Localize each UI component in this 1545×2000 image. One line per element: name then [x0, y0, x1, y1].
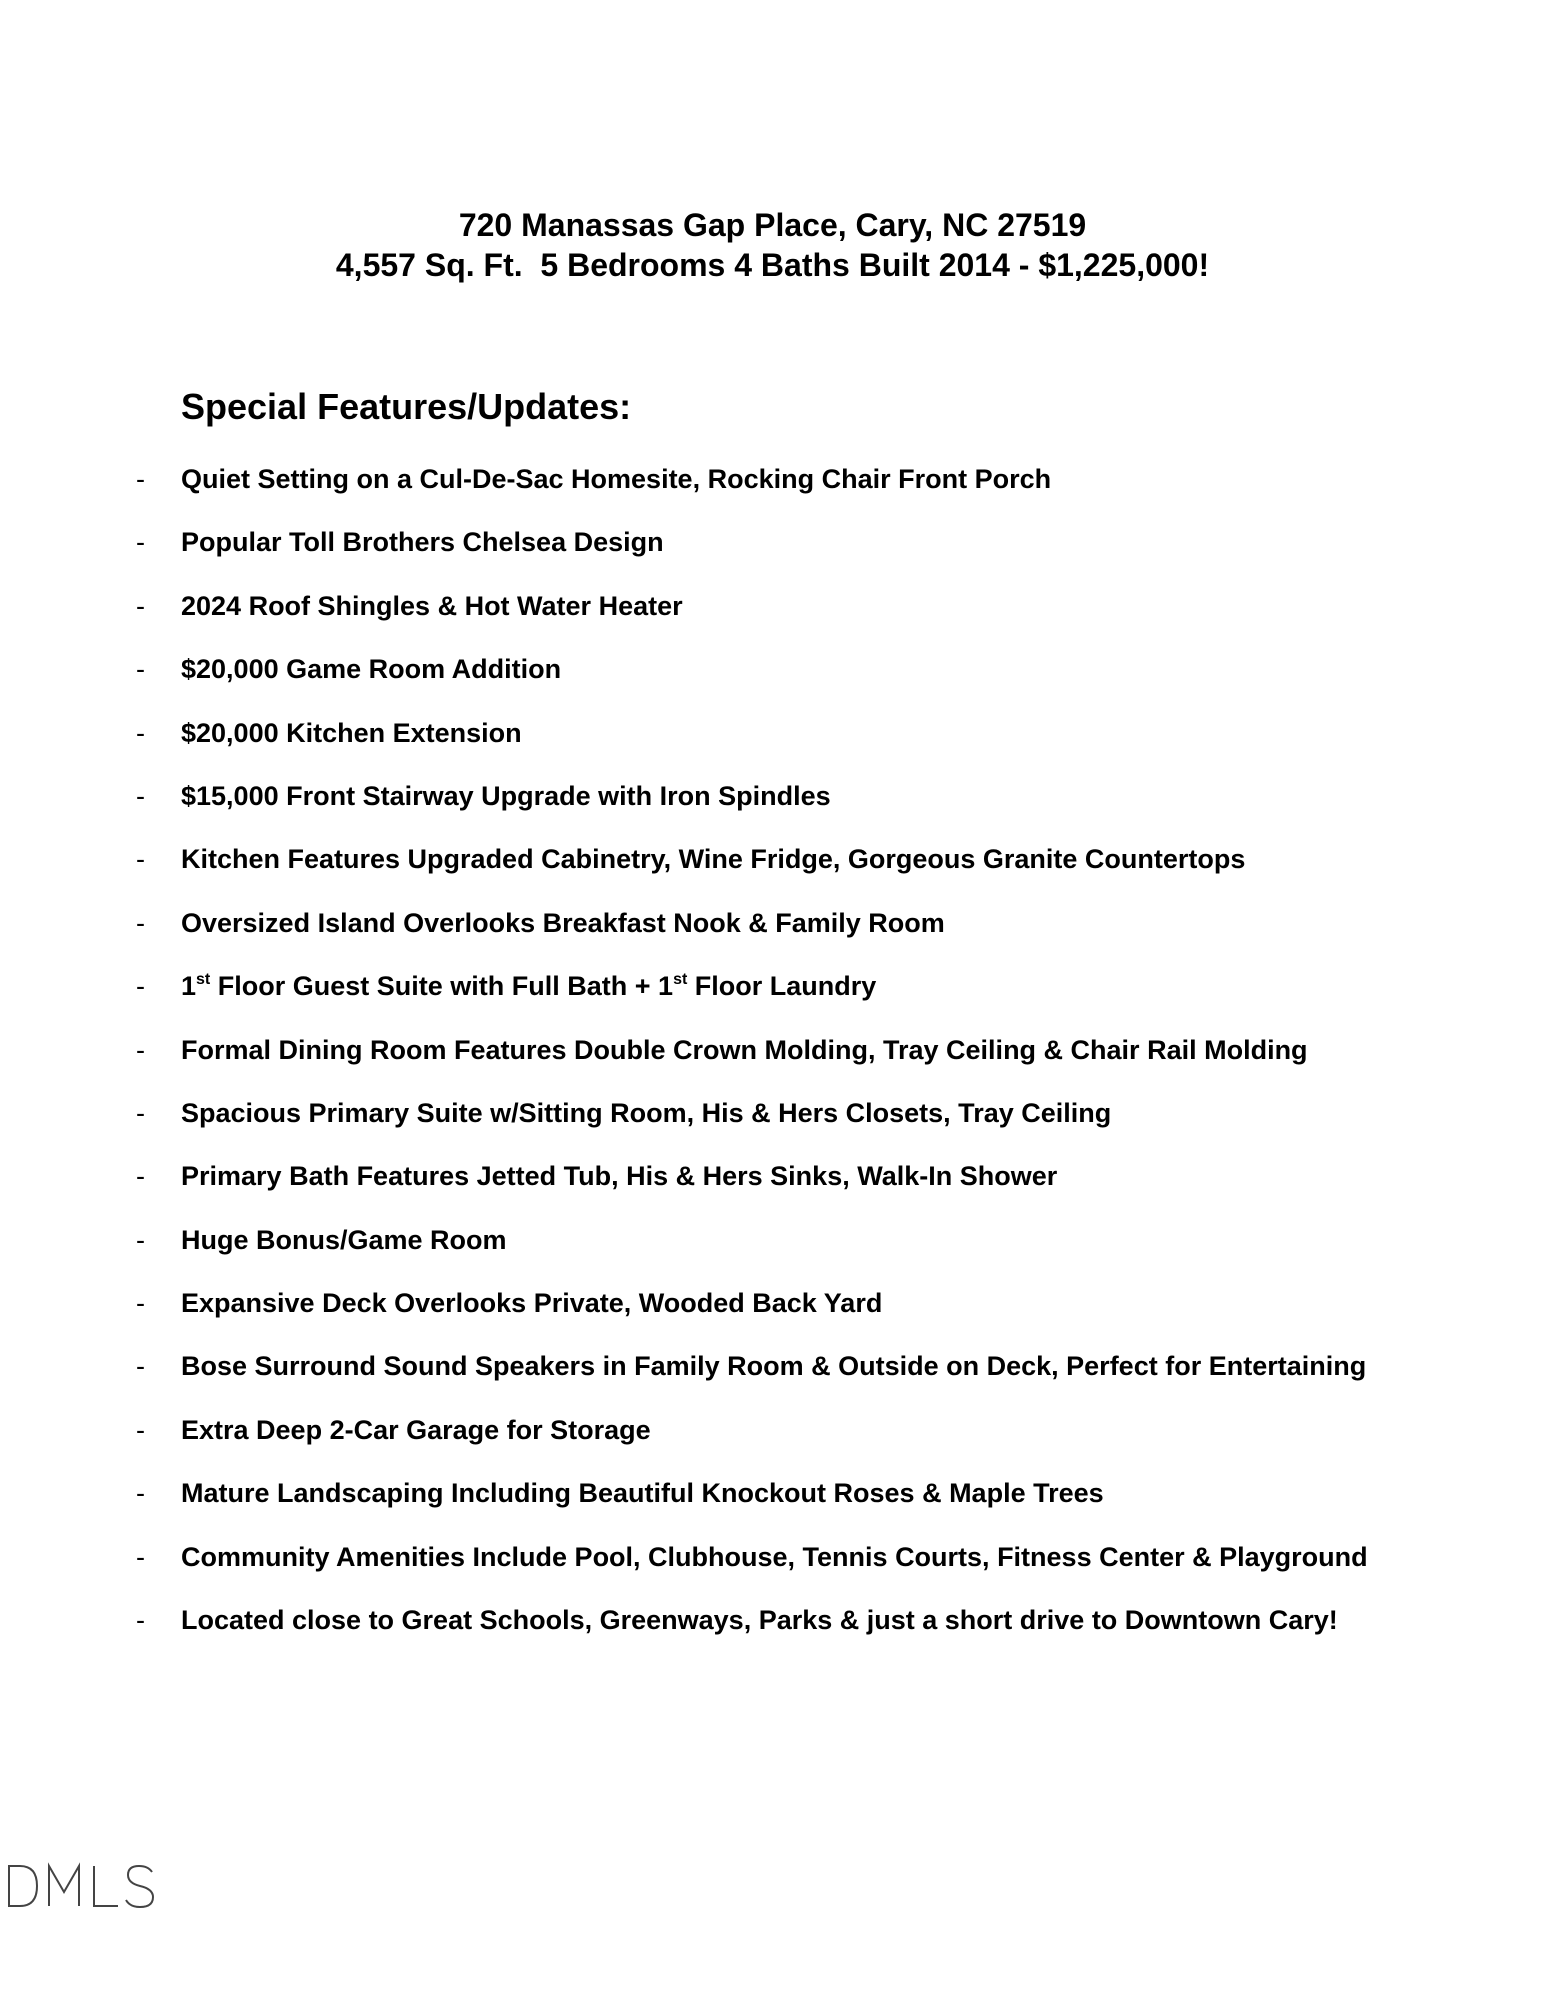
feature-text: $20,000 Kitchen Extension	[181, 717, 522, 748]
feature-text: Quiet Setting on a Cul-De-Sac Homesite, Rocking Chair Front Porch	[181, 464, 1052, 494]
feature-text: Mature Landscaping Including Beautiful Knockout Roses & Maple Trees	[181, 1478, 1104, 1509]
dmls-watermark-logo	[6, 1862, 156, 1912]
feature-text: Oversized Island Overlooks Breakfast Nook & Family Room	[181, 907, 945, 938]
feature-text: Spacious Primary Suite w/Sitting Room, His & Hers Closets, Tray Ceiling	[181, 1097, 1112, 1128]
ordinal-suffix: st	[673, 971, 688, 989]
list-item	[0, 1476, 1545, 1539]
bullet-dash: -	[136, 1605, 145, 1636]
list-item	[0, 525, 1545, 588]
list-item	[0, 589, 1545, 652]
feature-text-part: Floor Guest Suite with Full Bath + 1	[210, 971, 674, 1002]
feature-text: $15,000 Front Stairway Upgrade with Iron Spindles	[181, 780, 831, 811]
feature-text-part: Floor Laundry	[687, 971, 877, 1002]
bullet-dash: -	[136, 1097, 145, 1128]
list-item	[0, 652, 1545, 715]
bullet-dash: -	[136, 971, 145, 1002]
list-item	[0, 1349, 1545, 1412]
list-item	[0, 1413, 1545, 1476]
feature-text: Formal Dining Room Features Double Crown Molding, Tray Ceiling & Chair Rail Molding	[181, 1034, 1308, 1065]
bullet-dash: -	[136, 780, 145, 811]
feature-text: Huge Bonus/Game Room	[181, 1224, 507, 1255]
bullet-dash: -	[136, 654, 145, 685]
feature-text: Located close to Great Schools, Greenways, Parks & just a short drive to Downtown Cary!	[181, 1605, 1338, 1636]
bullet-dash: -	[136, 590, 145, 621]
list-item	[0, 1603, 1545, 1666]
bullet-dash: -	[136, 1478, 145, 1509]
section-title: Special Features/Updates:	[181, 386, 632, 427]
listing-header	[0, 205, 1545, 285]
list-item	[0, 969, 1545, 1032]
bullet-dash: -	[136, 1288, 145, 1319]
dmls-logo-icon	[6, 1862, 156, 1912]
bullet-dash: -	[136, 1161, 145, 1192]
feature-text: Kitchen Features Upgraded Cabinetry, Wine Fridge, Gorgeous Granite Countertops	[181, 844, 1246, 875]
feature-list	[0, 462, 1545, 1666]
list-item	[0, 462, 1545, 525]
bullet-dash: -	[136, 1034, 145, 1065]
list-item	[0, 1096, 1545, 1159]
list-item	[0, 779, 1545, 842]
feature-text: Bose Surround Sound Speakers in Family Room & Outside on Deck, Perfect for Entertaining	[181, 1351, 1367, 1382]
feature-text: Expansive Deck Overlooks Private, Wooded Back Yard	[181, 1288, 883, 1319]
bullet-dash: -	[136, 717, 145, 748]
list-item	[0, 906, 1545, 969]
list-item	[0, 1286, 1545, 1349]
ordinal-suffix: st	[196, 971, 211, 989]
feature-text: Extra Deep 2-Car Garage for Storage	[181, 1414, 651, 1445]
bullet-dash: -	[136, 527, 145, 558]
list-item	[0, 716, 1545, 779]
feature-text: Popular Toll Brothers Chelsea Design	[181, 527, 664, 558]
list-item	[0, 1159, 1545, 1222]
property-address: 720 Manassas Gap Place, Cary, NC 27519	[458, 207, 1087, 243]
list-item	[0, 842, 1545, 905]
bullet-dash: -	[136, 1414, 145, 1445]
bullet-dash: -	[136, 844, 145, 875]
feature-text: Community Amenities Include Pool, Clubhouse, Tennis Courts, Fitness Center & Playground	[181, 1541, 1368, 1572]
feature-text	[181, 969, 876, 1003]
bullet-dash: -	[136, 464, 145, 494]
list-item	[0, 1540, 1545, 1603]
feature-text: $20,000 Game Room Addition	[181, 654, 562, 685]
bullet-dash: -	[136, 907, 145, 938]
feature-text: Primary Bath Features Jetted Tub, His & Hers Sinks, Walk-In Shower	[181, 1161, 1058, 1192]
bullet-dash: -	[136, 1351, 145, 1382]
feature-text: 2024 Roof Shingles & Hot Water Heater	[181, 590, 683, 621]
list-item	[0, 1033, 1545, 1096]
list-item	[0, 1223, 1545, 1286]
feature-text-part: 1	[181, 971, 197, 1002]
property-summary: 4,557 Sq. Ft. 5 Bedrooms 4 Baths Built 2014 - $1,225,000!	[335, 247, 1210, 283]
bullet-dash: -	[136, 1224, 145, 1255]
bullet-dash: -	[136, 1541, 145, 1572]
